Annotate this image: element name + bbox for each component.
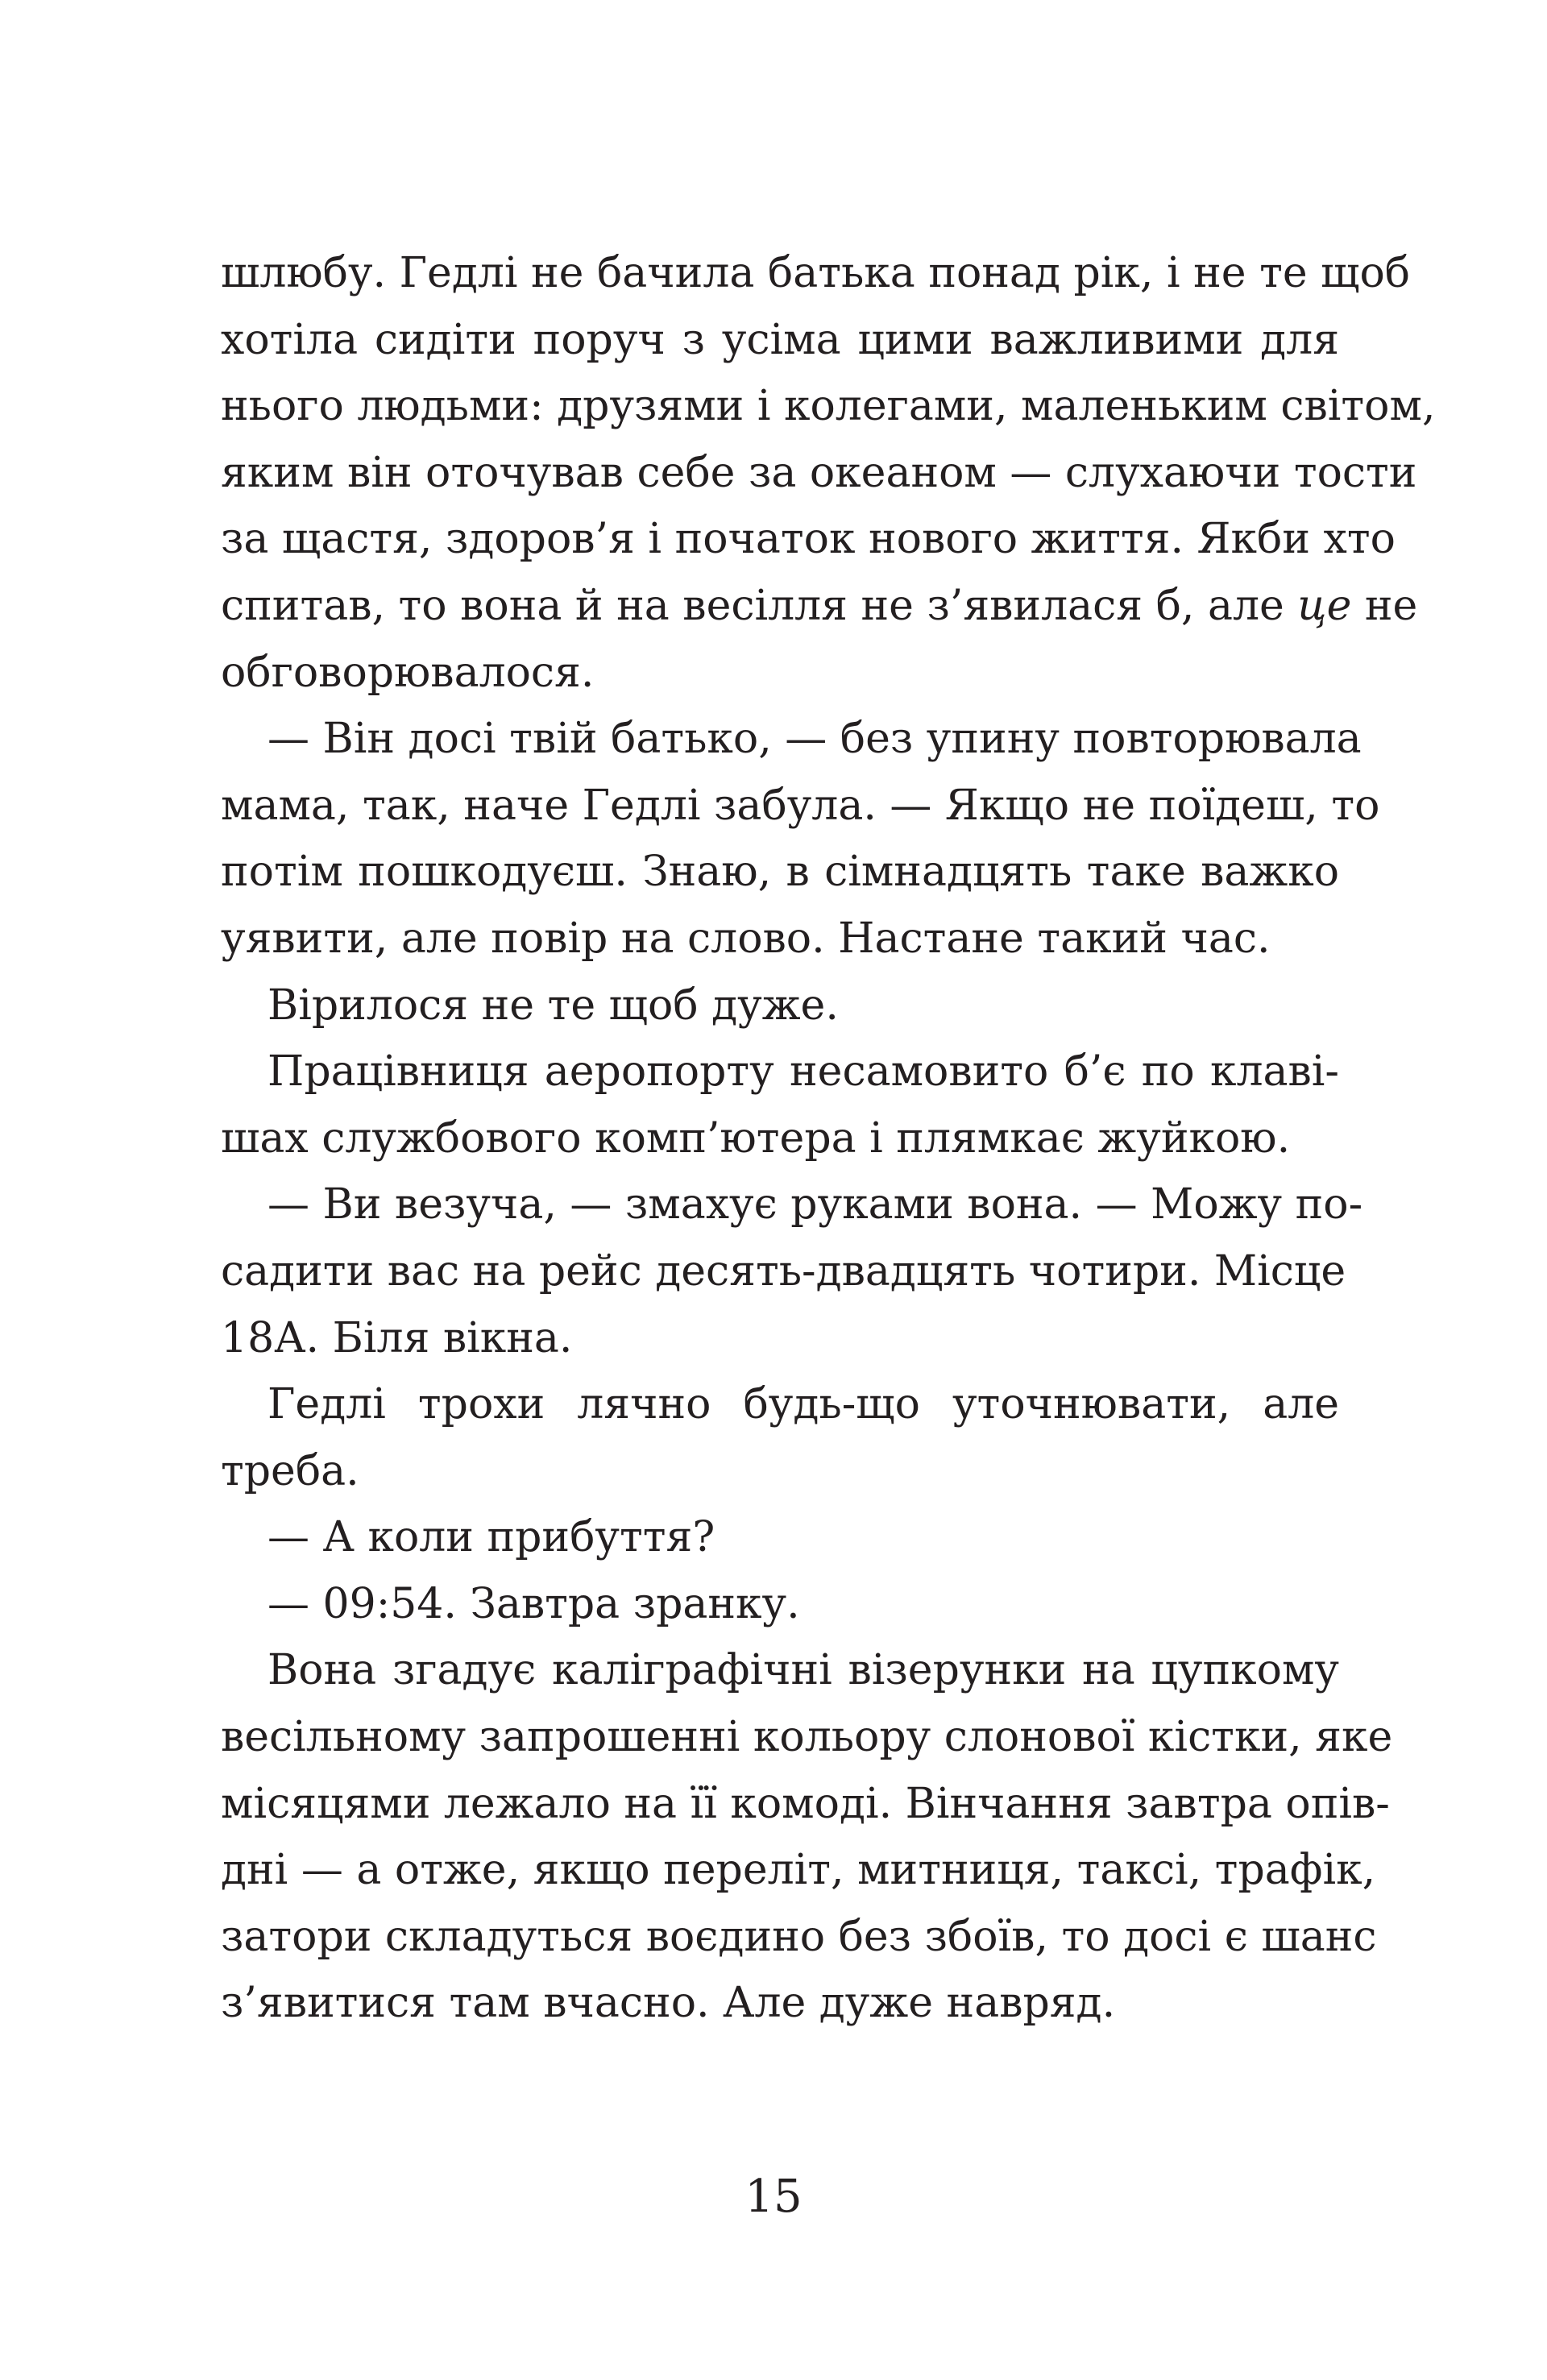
text-line: з’явитися там вчасно. Але дуже навряд. [221, 1979, 1116, 2028]
text-line: місяцями лежало на її комоді. Вінчання завтра опів- [221, 1779, 1390, 1828]
text-line: шлюбу. Гедлі не бачила батька понад рік, і не те щоб [221, 249, 1411, 297]
text-line: Гедлі трохи лячно будь-що уточнювати, але [268, 1380, 1339, 1429]
text-line: садити вас на рейс десять-двадцять чотири. Місце [221, 1246, 1346, 1296]
text-line: — 09:54. Завтра зранку. [268, 1579, 800, 1628]
text-line: уявити, але повір на слово. Настане такий час. [221, 914, 1271, 963]
text-line: — А коли прибуття? [268, 1513, 715, 1562]
text-line: затори складуться воєдино без збоїв, то досі є шанс [221, 1912, 1377, 1961]
text-line: — Він досі твій батько, — без упину повторювала [268, 715, 1362, 764]
text-line: — Ви везуча, — змахує руками вона. — Можу по- [268, 1180, 1363, 1229]
text-line [221, 573, 1418, 640]
italic-word: це [1297, 581, 1352, 630]
text-segment: не [1351, 581, 1418, 630]
text-line: потім пошкодуєш. Знаю, в сімнадцять таке важко [221, 848, 1339, 897]
text-line: 18А. Біля вікна. [221, 1313, 573, 1362]
text-line: Вірилося не те щоб дуже. [268, 981, 839, 1030]
text-line: Вона згадує каліграфічні візерунки на цупкому [268, 1646, 1339, 1695]
text-line: яким він оточував себе за океаном — слухаючи тости [221, 448, 1417, 497]
text-line: за щастя, здоров’я і початок нового життя. Якби хто [221, 515, 1396, 564]
text-line: обговорювалося. [221, 648, 595, 697]
text-line: дні — а отже, якщо переліт, митниця, таксі, трафік, [221, 1846, 1376, 1895]
text-line: треба. [221, 1446, 359, 1495]
page-number: 15 [744, 2171, 803, 2223]
text-line: Працівниця аеропорту несамовито б’є по клаві- [268, 1047, 1339, 1097]
body-text [221, 240, 1436, 2037]
text-line: нього людьми: друзями і колегами, маленьким світом, [221, 382, 1436, 431]
text-line: хотіла сидіти поруч з усіма цими важливими для [221, 315, 1339, 364]
text-line: шах службового комп’ютера і плямкає жуйкою. [221, 1113, 1291, 1163]
text-segment: спитав, то вона й на весілля не з’явилася б, але [221, 581, 1284, 630]
text-line: весільному запрошенні кольору слонової кістки, яке [221, 1713, 1393, 1762]
text-line: мама, так, наче Гедлі забула. — Якщо не поїдеш, то [221, 781, 1380, 830]
